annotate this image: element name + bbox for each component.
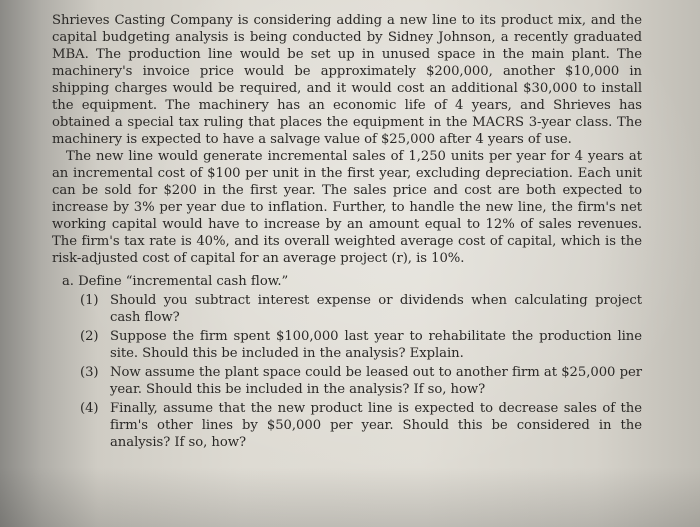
page-text [52,12,642,451]
question-text: Finally, assume that the new product line is expected to decrease sales of the firm's other lines by $50,000 per year. Should this be considered in the analysis? If so, how? [110,401,642,450]
question-text: Suppose the firm spent $100,000 last year to rehabilitate the production line site. Should this be included in the analysis? Explain. [110,329,642,361]
part-a-prompt: a. Define “incremental cash flow.” [62,274,289,289]
question-number: (1) [80,293,99,308]
question-text: Now assume the plant space could be leased out to another firm at $25,000 per year. Should this be included in the analysis? If so, how? [110,365,642,397]
problem-paragraph-1: Shrieves Casting Company is considering adding a new line to its product mix, and the capital budgeting analysis is being conducted by Sidney Johnson, a recently graduated MBA. The production line would be set up in unused space in the main plant. The machinery's invoice price would be approximately $200,000, another $10,000 in shipping charges would be required, and it would cost an additional $30,000 to install the equipment. The machinery has an economic life of 4 years, and Shrieves has obtained a special tax ruling that places the equipment in the MACRS 3-year class. The machinery is expected to have a salvage value of $25,000 after 4 years of use. [52,13,642,147]
question-item [80,328,642,362]
question-item [80,400,642,451]
question-item [80,364,642,398]
question-number: (2) [80,329,99,344]
question-text: Should you subtract interest expense or dividends when calculating project cash flow? [110,293,642,325]
question-number: (4) [80,401,99,416]
question-number: (3) [80,365,99,380]
photo-shadow [0,467,700,527]
problem-paragraph-2: The new line would generate incremental sales of 1,250 units per year for 4 years at an incremental cost of $100 per unit in the first year, excluding depreciation. Each unit can be sold for $200 in the first year. The sales price and cost are both expected to increase by 3% per year due to inflation. Further, to handle the new line, the firm's net working capital would have to increase by an amount equal to 12% of sales revenues. The firm's tax rate is 40%, and its overall weighted average cost of capital, which is the risk-adjusted cost of capital for an average project (r), is 10%. [52,149,642,266]
question-item [80,292,642,326]
